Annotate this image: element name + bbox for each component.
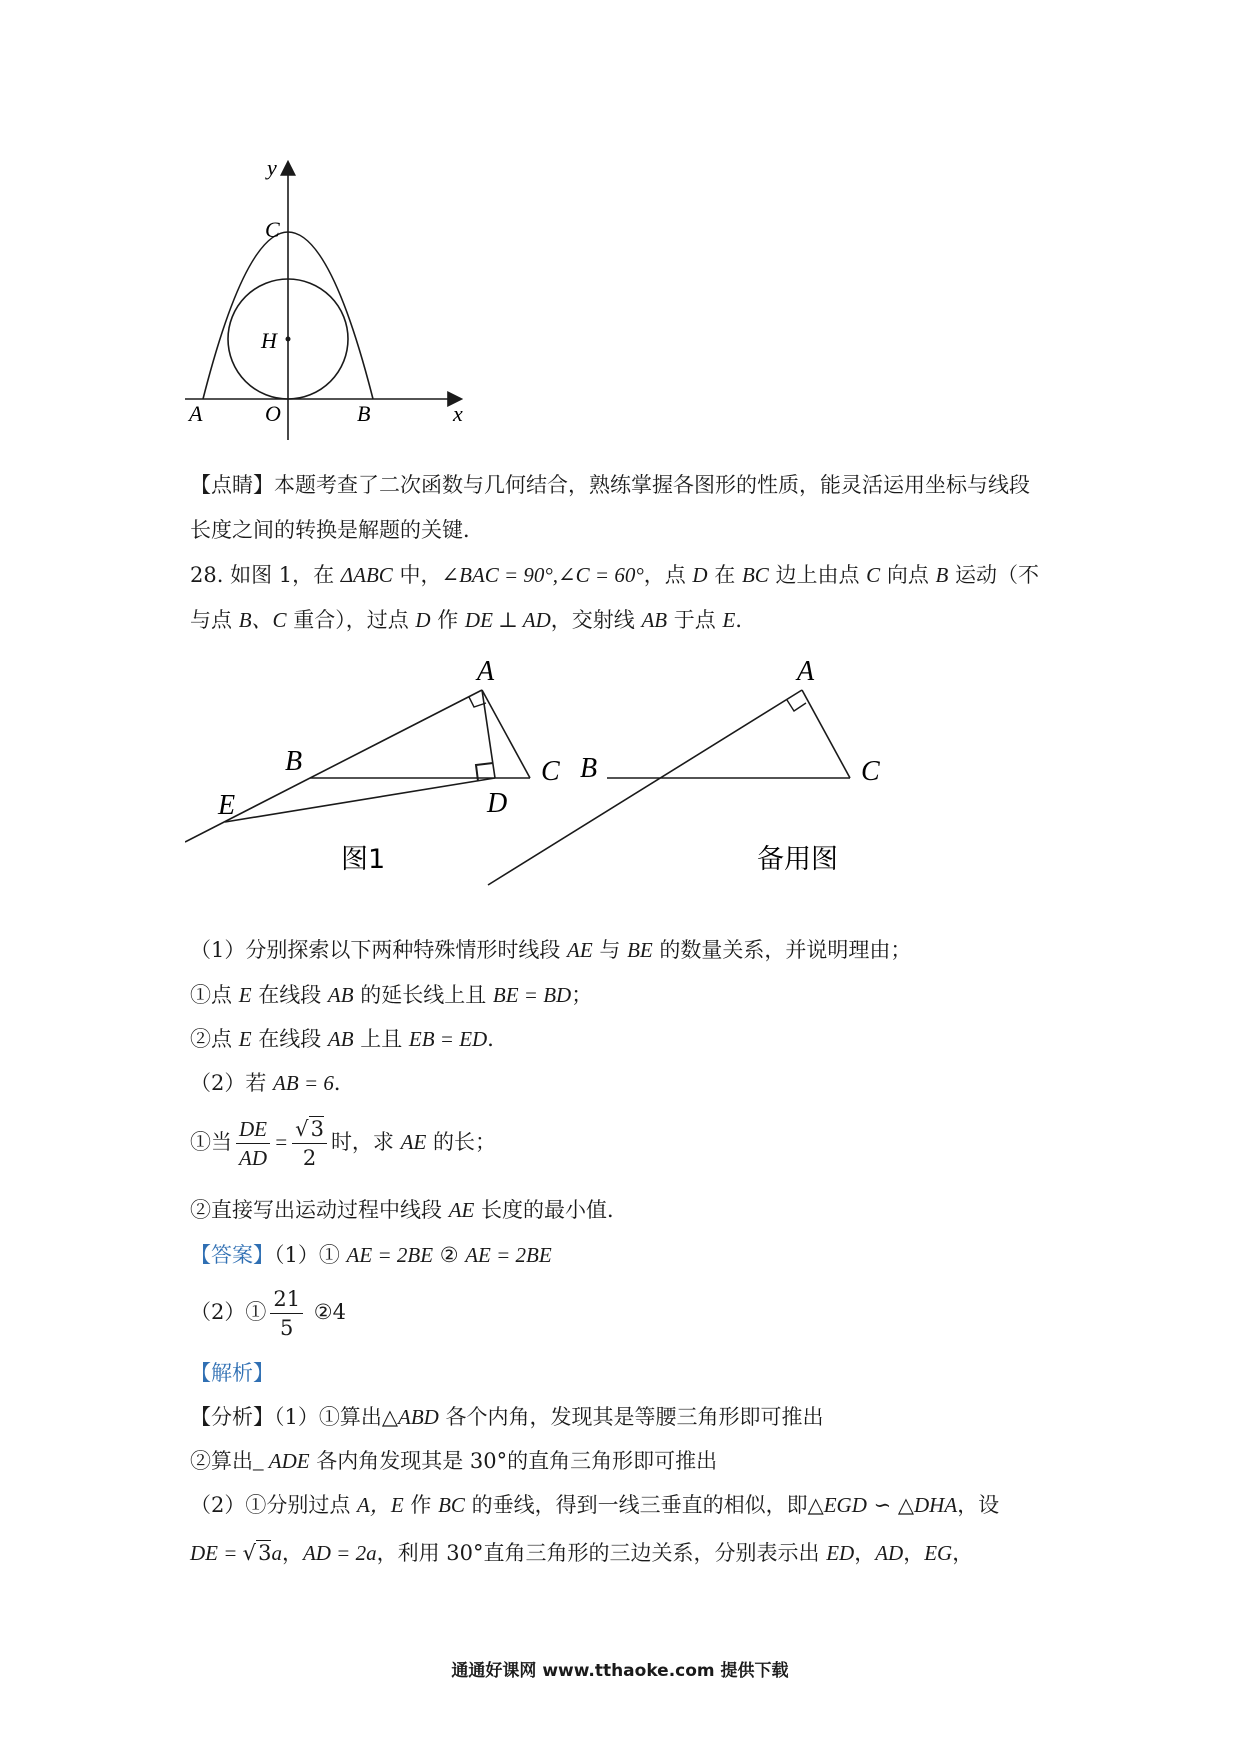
answer-line-2: （2）① $\frac{21}{5}$ ②4: [190, 1287, 346, 1340]
part1-line: （1）分别探索以下两种特殊情形时线段 AE 与 BE 的数量关系，并说明理由；: [190, 938, 912, 962]
label-o: O: [265, 401, 281, 426]
fig1-label-a: A: [477, 656, 495, 687]
q28-line-1: 28. 如图 1，在 ΔABC 中，∠BAC = 90°,∠C = 60°，点 D 在 BC 边上由点 C 向点 B 运动（不: [190, 563, 1040, 587]
fraction-de-ad: $\frac{DE}{AD}$: [236, 1115, 270, 1172]
analysis-line-2: ②算出_ ADE 各内角发现其是 30°的直角三角形即可推出: [190, 1449, 718, 1473]
part1-case2: ②点 E 在线段 AB 上且 EB = ED．: [190, 1027, 509, 1051]
fig1-label-d: D: [487, 788, 508, 819]
spare-ray-ab: [488, 690, 802, 885]
label-b: B: [357, 401, 371, 426]
center-point-h: [286, 337, 291, 342]
figure-1: [185, 656, 560, 875]
spare-segment-ac: [802, 690, 850, 778]
answer-label: 【答案】: [190, 1243, 274, 1267]
label-c: C: [265, 217, 280, 242]
spare-label-c: C: [861, 756, 880, 787]
fraction-sqrt3-2: $\frac{√3}{2}$: [292, 1115, 327, 1172]
sqrt-3: √3: [242, 1541, 272, 1565]
analysis-line-4: DE = √3a，AD = 2a，利用 30°直角三角形的三边关系，分别表示出 ED，AD，EG，: [190, 1538, 973, 1568]
part2-case1: ①当 $\frac{DE}{AD}$ = $\frac{√3}{2}$ 时，求 AE 的长；: [190, 1117, 496, 1170]
q28-line-2: 与点 B、C 重合），过点 D 作 DE ⊥ AD，交射线 AB 于点 E．: [190, 608, 757, 632]
triangle-figures: [185, 650, 945, 895]
part2-line: （2）若 AB = 6．: [190, 1071, 355, 1095]
footer-download-notice: 通通好课网 www.tthaoke.com 提供下载: [451, 1661, 789, 1681]
parabola-circle-figure: [185, 155, 485, 440]
label-x: x: [453, 401, 463, 426]
dianjing-line-2: 长度之间的转换是解题的关键．: [190, 518, 484, 542]
analysis-line-3: （2）①分别过点 A，E 作 BC 的垂线，得到一线三垂直的相似，即△EGD ∽ △DHA，设: [190, 1493, 1000, 1517]
dianjing-line-1: 【点睛】本题考查了二次函数与几何结合，熟练掌握各图形的性质，能灵活运用坐标与线段: [190, 473, 1030, 497]
spare-label-b: B: [580, 753, 598, 784]
spare-caption: 备用图: [757, 844, 838, 875]
fig1-label-e: E: [218, 790, 236, 821]
label-y: y: [267, 155, 277, 180]
spare-right-angle-a: [787, 700, 806, 711]
answer-line-1: 【答案】（1）① AE = 2BE ② AE = 2BE: [190, 1243, 552, 1267]
fraction-21-5: $\frac{21}{5}$: [270, 1285, 303, 1342]
label-a: A: [189, 401, 203, 426]
label-h: H: [261, 328, 277, 353]
fig1-caption: 图1: [341, 844, 386, 875]
part2-case2: ②直接写出运动过程中线段 AE 长度的最小值．: [190, 1198, 629, 1222]
analysis-label: 【解析】: [190, 1361, 274, 1385]
analysis-line-1: 【分析】（1）①算出△ABD 各个内角，发现其是等腰三角形即可推出: [190, 1405, 824, 1429]
fig1-label-c: C: [541, 756, 560, 787]
spare-label-a: A: [797, 656, 815, 687]
fig1-label-b: B: [285, 746, 303, 777]
part1-case1: ①点 E 在线段 AB 的延长线上且 BE = BD；: [190, 983, 593, 1007]
